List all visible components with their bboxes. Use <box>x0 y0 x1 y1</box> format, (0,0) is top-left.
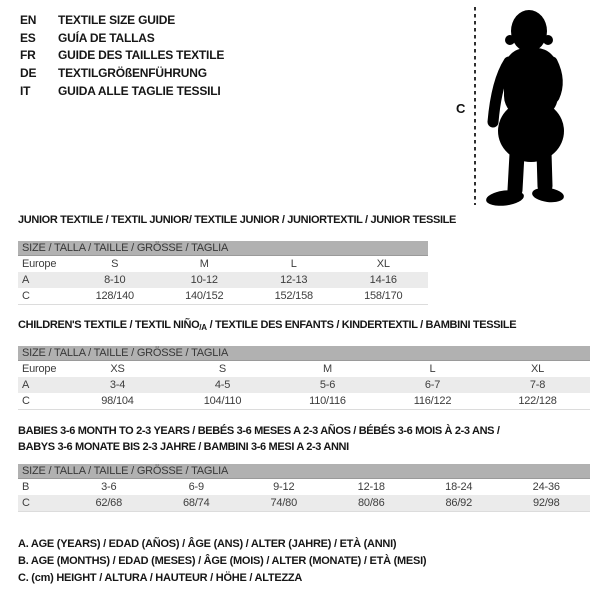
size-value-cell: 80/86 <box>357 497 385 509</box>
size-value-cell: S <box>218 363 227 375</box>
table-row <box>18 495 590 511</box>
size-table <box>18 346 590 410</box>
title-text: BABIES 3-6 MONTH TO 2-3 YEARS / BEBÉS 3-6 MESES A 2-3 AÑOS / BÉBÉS 3-6 MOIS À 2-3 ANS / <box>18 425 500 437</box>
table-row <box>18 393 590 409</box>
row-label: Europe <box>22 363 57 375</box>
size-value-cell: 9-12 <box>273 481 295 493</box>
size-value-cell: 6-7 <box>424 379 441 391</box>
table-row <box>18 288 428 304</box>
row-label: B <box>22 481 30 493</box>
size-value-cell: M <box>199 258 209 270</box>
size-value-cell: L <box>429 363 436 375</box>
size-value-cell: 24-36 <box>532 481 560 493</box>
language-title: GUIDE DES TAILLES TEXTILE <box>58 48 225 63</box>
title-text: BABYS 3-6 MONATE BIS 2-3 JAHRE / BAMBINI 3-6 MESI A 2-3 ANNI <box>18 441 349 453</box>
row-label: A <box>22 379 30 391</box>
language-title: TEXTILE SIZE GUIDE <box>58 12 176 27</box>
size-value-cell: 62/68 <box>95 497 123 509</box>
language-title: GUIDA ALLE TAGLIE TESSILI <box>58 83 221 98</box>
table-title <box>18 212 456 228</box>
table-title-line <box>18 317 516 336</box>
size-table <box>18 464 590 512</box>
size-value-cell: M <box>323 363 332 375</box>
size-value-cell: 98/104 <box>101 395 134 407</box>
size-value-cell: 74/80 <box>270 497 298 509</box>
size-value-cell: 104/110 <box>203 395 242 407</box>
size-value-cell: XS <box>110 363 125 375</box>
size-value-cell: 10-12 <box>190 274 218 286</box>
table-title-line <box>18 423 500 439</box>
language-row <box>20 82 224 100</box>
size-header-bar: SIZE / TALLA / TAILLE / GRÖSSE / TAGLIA <box>18 464 590 479</box>
language-title: TEXTILGRÖßENFÜHRUNG <box>58 65 207 80</box>
size-value-cell: 5-6 <box>319 379 336 391</box>
footnote-line: C. (cm) HEIGHT / ALTURA / HAUTEUR / HÖHE / ALTEZZA <box>18 572 303 584</box>
size-value-cell: 152/158 <box>274 290 313 302</box>
table-title <box>18 317 516 336</box>
size-value-cell: XL <box>376 258 390 270</box>
table-row <box>18 377 590 393</box>
size-value-cell: 12-13 <box>280 274 308 286</box>
table-row <box>18 479 590 495</box>
size-value-cell: XL <box>530 363 545 375</box>
language-code: DE <box>20 65 37 80</box>
row-label: Europe <box>22 258 57 270</box>
size-value-cell: 158/170 <box>364 290 403 302</box>
size-header-bar: SIZE / TALLA / TAILLE / GRÖSSE / TAGLIA <box>18 346 590 361</box>
table-title <box>18 423 500 455</box>
size-value-cell: 4-5 <box>214 379 231 391</box>
height-marker-label: C <box>456 101 466 116</box>
size-value-cell: 8-10 <box>104 274 126 286</box>
title-subscript: /A <box>199 323 207 332</box>
language-code: ES <box>20 30 36 45</box>
size-value-cell: 122/128 <box>518 395 557 407</box>
footnote-line: B. AGE (MONTHS) / EDAD (MESES) / ÂGE (MOIS) / ALTER (MONATE) / ETÀ (MESI) <box>18 555 427 567</box>
table-row <box>18 272 428 288</box>
table-title-line <box>18 439 500 455</box>
language-code: EN <box>20 12 37 27</box>
footnote-legend <box>18 536 426 587</box>
toddler-body <box>485 10 565 208</box>
size-value-cell: 7-8 <box>529 379 546 391</box>
language-row <box>20 29 224 47</box>
size-value-cell: 116/122 <box>413 395 452 407</box>
size-value-cell: 12-18 <box>357 481 385 493</box>
size-value-cell: 3-4 <box>109 379 126 391</box>
footnote-line: A. AGE (YEARS) / EDAD (AÑOS) / ÂGE (ANS) / ALTER (JAHRE) / ETÀ (ANNI) <box>18 538 397 550</box>
language-row <box>20 11 224 29</box>
row-label: C <box>22 395 30 407</box>
size-value-cell: 6-9 <box>188 481 204 493</box>
size-value-cell: 14-16 <box>369 274 397 286</box>
row-label: A <box>22 274 30 286</box>
table-row <box>18 361 590 377</box>
title-text: JUNIOR TEXTILE / TEXTIL JUNIOR/ TEXTILE JUNIOR / JUNIORTEXTIL / JUNIOR TESSILE <box>18 214 457 226</box>
title-text: / TEXTILE DES ENFANTS / KINDERTEXTIL / BAMBINI TESSILE <box>206 319 517 331</box>
size-value-cell: L <box>290 258 297 270</box>
size-value-cell: 110/116 <box>309 395 346 407</box>
size-value-cell: 128/140 <box>95 290 134 302</box>
language-row <box>20 46 224 64</box>
size-value-cell: 86/92 <box>445 497 473 509</box>
size-value-cell: 140/152 <box>185 290 224 302</box>
table-row <box>18 256 428 272</box>
size-value-cell: 92/98 <box>532 497 560 509</box>
toddler-silhouette <box>445 4 600 214</box>
language-code: FR <box>20 48 36 63</box>
title-text: CHILDREN'S TEXTILE / TEXTIL NIÑO <box>18 319 200 331</box>
size-table <box>18 241 428 305</box>
table-title-line <box>18 212 456 228</box>
size-value-cell: 68/74 <box>182 497 210 509</box>
size-header-bar: SIZE / TALLA / TAILLE / GRÖSSE / TAGLIA <box>18 241 428 256</box>
language-code: IT <box>20 83 31 98</box>
row-label: C <box>22 497 30 509</box>
row-label: C <box>22 290 30 302</box>
size-value-cell: 3-6 <box>101 481 117 493</box>
language-title: GUÍA DE TALLAS <box>58 30 155 45</box>
language-heading-list <box>20 11 224 99</box>
language-row <box>20 64 224 82</box>
size-value-cell: S <box>111 258 119 270</box>
size-value-cell: 18-24 <box>445 481 473 493</box>
